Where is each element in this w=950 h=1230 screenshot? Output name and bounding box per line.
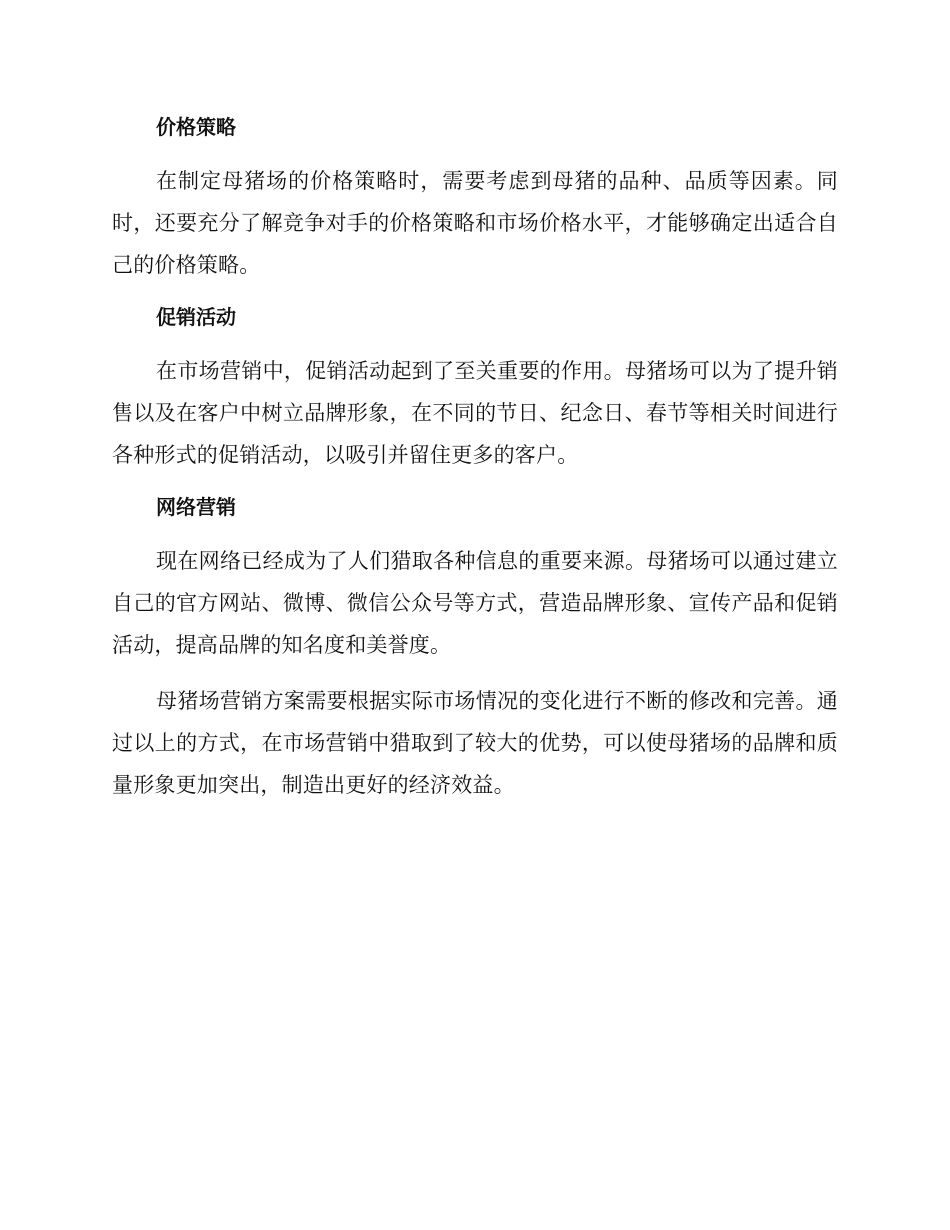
section-heading-online-marketing: 网络营销 bbox=[156, 495, 236, 519]
section-paragraph-promotion: 在市场营销中，促销活动起到了至关重要的作用。母猪场可以为了提升销售以及在客户中树立品牌形象，在不同的节日、纪念日、春节等相关时间进行各种形式的促销活动，以吸引并留住更多的客户。 bbox=[112, 359, 838, 467]
section-heading-promotion: 促销活动 bbox=[156, 305, 236, 329]
conclusion-paragraph: 母猪场营销方案需要根据实际市场情况的变化进行不断的修改和完善。通过以上的方式，在市场营销中猎取到了较大的优势，可以使母猪场的品牌和质量形象更加突出，制造出更好的经济效益。 bbox=[112, 689, 838, 797]
section-paragraph-online-marketing: 现在网络已经成为了人们猎取各种信息的重要来源。母猪场可以通过建立自己的官方网站、微博、微信公众号等方式，营造品牌形象、宣传产品和促销活动，提高品牌的知名度和美誉度。 bbox=[112, 549, 838, 657]
section-heading-pricing: 价格策略 bbox=[156, 115, 236, 139]
section-paragraph-pricing: 在制定母猪场的价格策略时，需要考虑到母猪的品种、品质等因素。同时，还要充分了解竞争对手的价格策略和市场价格水平，才能够确定出适合自己的价格策略。 bbox=[112, 169, 838, 277]
